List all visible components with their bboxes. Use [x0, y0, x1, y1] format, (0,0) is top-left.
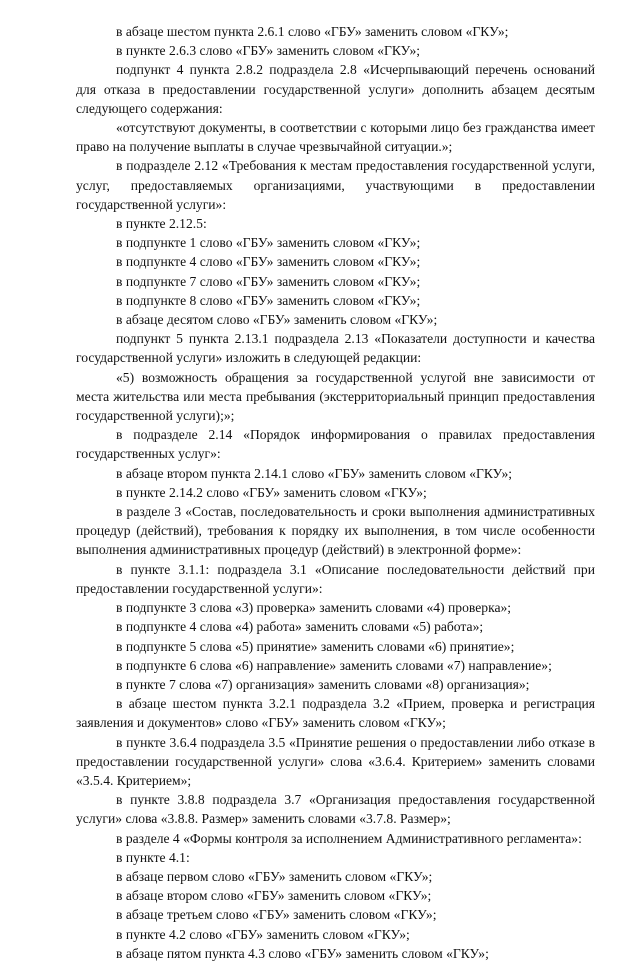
paragraph: в пункте 3.1.1: подраздела 3.1 «Описание последовательности действий при предоставлении государственной услуги»:	[76, 561, 595, 596]
paragraph: в подпункте 1 слово «ГБУ» заменить словом «ГКУ»;	[116, 235, 421, 251]
paragraph: в подпункте 4 слово «ГБУ» заменить словом «ГКУ»;	[116, 254, 421, 270]
paragraph: в абзаце шестом пункта 3.2.1 подраздела 3.2 «Прием, проверка и регистрация заявления и документов» слово «ГБУ» заменить словом «ГКУ»;	[76, 696, 595, 731]
paragraph: в пункте 4.1:	[116, 849, 190, 865]
paragraph: «5) возможность обращения за государственной услугой вне зависимости от места жительства или места пребывания (экстерриториальный принцип предоставления государственной услуги);»;	[76, 369, 595, 424]
paragraph: в пункте 2.12.5:	[116, 216, 207, 232]
paragraph: «отсутствуют документы, в соответствии с которыми лицо без гражданства имеет право на получение выплаты в случае чрезвычайной ситуации.»;	[76, 120, 595, 155]
paragraph: в пункте 3.8.8 подраздела 3.7 «Организация предоставления государственной услуги» слова «3.8.8. Размер» заменить словами «3.7.8. Размер»;	[76, 792, 595, 827]
paragraph: в пункте 4.2 слово «ГБУ» заменить словом «ГКУ»;	[116, 926, 410, 942]
paragraph: в подпункте 5 слова «5) принятие» заменить словами «6) принятие»;	[116, 638, 515, 654]
paragraph: в абзаце втором пункта 2.14.1 слово «ГБУ» заменить словом «ГКУ»;	[116, 465, 513, 481]
paragraph: в разделе 3 «Состав, последовательность и сроки выполнения административных процедур (действий), требования к порядку их выполнения, в том числе особенности выполнения административных процедур (действий) в электронной форме»:	[76, 504, 595, 558]
paragraph: в подпункте 3 слова «3) проверка» заменить словами «4) проверка»;	[116, 600, 512, 616]
paragraph: в подпункте 4 слова «4) работа» заменить словами «5) работа»;	[116, 619, 484, 635]
paragraph: в подразделе 2.14 «Порядок информирования о правилах предоставления государственных услуг»:	[76, 427, 595, 462]
paragraph: в подпункте 8 слово «ГБУ» заменить словом «ГКУ»;	[116, 292, 421, 308]
paragraph: в подразделе 2.12 «Требования к местам предоставления государственной услуги, услуг, предоставляемых организациями, участвующими в предоставлении государственной услуги»:	[76, 158, 595, 212]
paragraph: в пункте 7 слова «7) организация» заменить словами «8) организация»;	[116, 676, 530, 692]
paragraph: подпункт 5 пункта 2.13.1 подраздела 2.13 «Показатели доступности и качества государственной услуги» изложить в следующей редакции:	[76, 331, 595, 366]
paragraph: в пункте 2.14.2 слово «ГБУ» заменить словом «ГКУ»;	[116, 484, 427, 500]
paragraph: в пункте 2.6.3 слово «ГБУ» заменить словом «ГКУ»;	[116, 43, 421, 59]
paragraph: в пункте 3.6.4 подраздела 3.5 «Принятие решения о предоставлении либо отказе в предоставлении государственной услуги» слова «3.6.4. Критерием» заменить словами «3.5.4. Критерием»;	[76, 734, 595, 788]
paragraph: в подпункте 6 слова «6) направление» заменить словами «7) направление»;	[116, 657, 552, 673]
paragraph: в абзаце первом слово «ГБУ» заменить словом «ГКУ»;	[116, 868, 433, 884]
document-body	[76, 22, 595, 963]
paragraph: в подпункте 7 слово «ГБУ» заменить словом «ГКУ»;	[116, 273, 421, 289]
paragraph: в абзаце втором слово «ГБУ» заменить словом «ГКУ»;	[116, 888, 432, 904]
paragraph: в абзаце десятом слово «ГБУ» заменить словом «ГКУ»;	[116, 312, 438, 328]
paragraph: в абзаце шестом пункта 2.6.1 слово «ГБУ» заменить словом «ГКУ»;	[116, 24, 509, 39]
paragraph: подпункт 4 пункта 2.8.2 подраздела 2.8 «Исчерпывающий перечень оснований для отказа в предоставлении государственной услуги» дополнить абзацем десятым следующего содержания:	[76, 62, 595, 116]
paragraph: в разделе 4 «Формы контроля за исполнением Административного регламента»:	[116, 830, 582, 846]
paragraph: в абзаце пятом пункта 4.3 слово «ГБУ» заменить словом «ГКУ»;	[116, 945, 489, 961]
paragraph: в абзаце третьем слово «ГБУ» заменить словом «ГКУ»;	[116, 907, 437, 923]
